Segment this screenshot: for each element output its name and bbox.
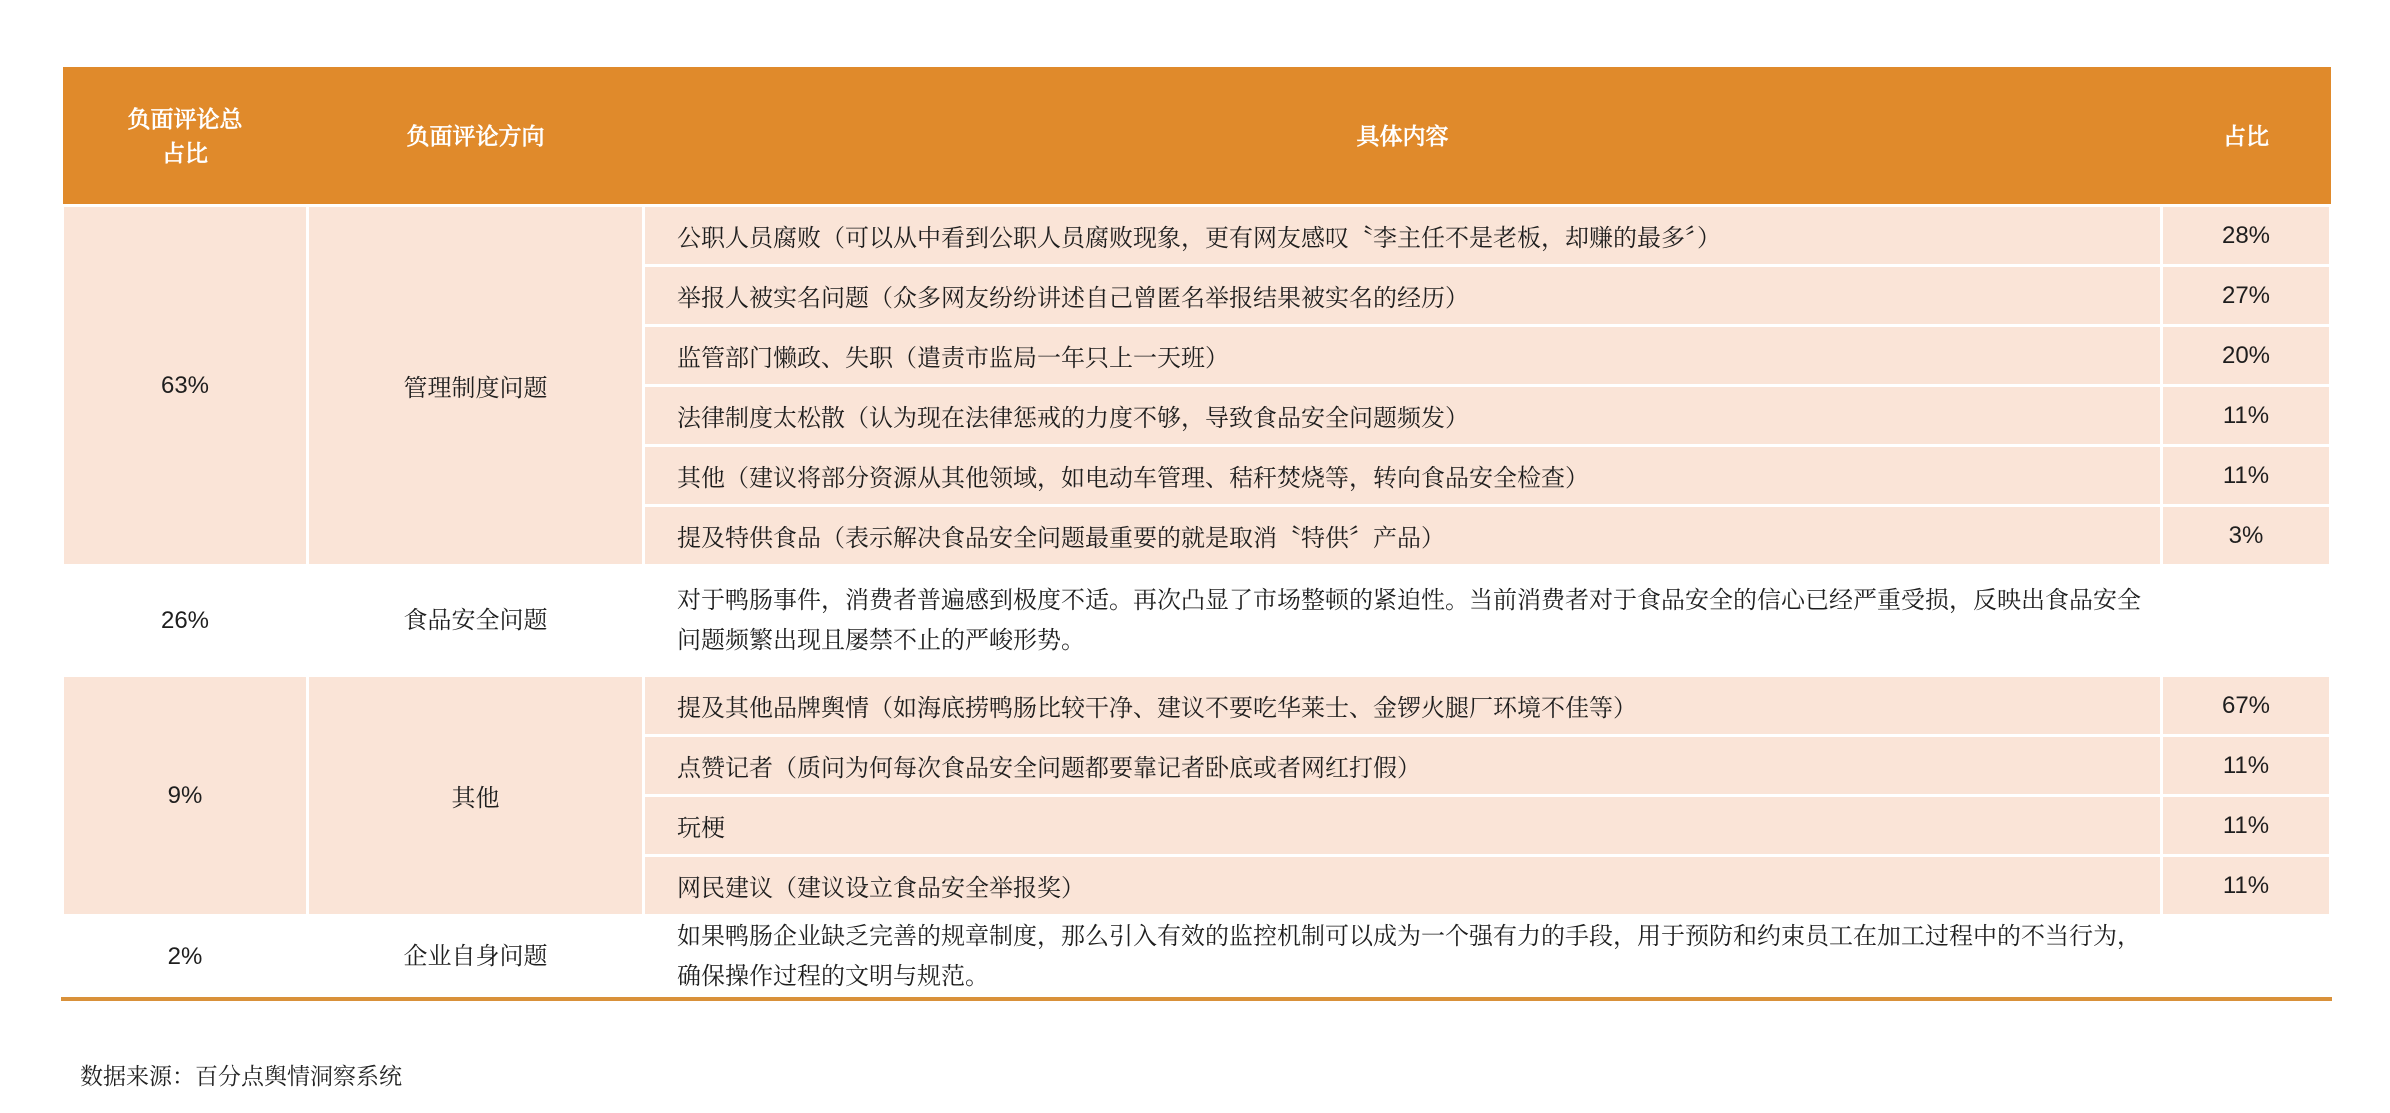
share-cell: 9%: [63, 676, 308, 916]
percent-cell: 67%: [2162, 676, 2331, 736]
direction-cell: 食品安全问题: [308, 566, 644, 676]
share-cell: 2%: [63, 916, 308, 1000]
percent-cell: [2162, 916, 2331, 1000]
percent-cell: 27%: [2162, 266, 2331, 326]
table-header: [63, 67, 2331, 206]
percent-cell: 11%: [2162, 446, 2331, 506]
header-share-line2: 占比: [162, 139, 208, 166]
percent-cell: 20%: [2162, 326, 2331, 386]
direction-cell: 企业自身问题: [308, 916, 644, 1000]
percent-cell: 11%: [2162, 856, 2331, 916]
percent-cell: 11%: [2162, 386, 2331, 446]
percent-cell: 3%: [2162, 506, 2331, 566]
header-share: [63, 67, 308, 206]
percent-cell: [2162, 566, 2331, 676]
header-direction: 负面评论方向: [308, 67, 644, 206]
content-cell: 玩梗: [644, 796, 2162, 856]
negative-comments-table: [61, 67, 2332, 1001]
data-source-note: 数据来源：百分点舆情洞察系统: [80, 1063, 402, 1089]
direction-cell: 其他: [308, 676, 644, 916]
content-cell: 网民建议（建议设立食品安全举报奖）: [644, 856, 2162, 916]
content-cell: 提及其他品牌舆情（如海底捞鸭肠比较干净、建议不要吃华莱士、金锣火腿厂环境不佳等）: [644, 676, 2162, 736]
table-body: [63, 206, 2331, 1000]
content-cell: 点赞记者（质问为何每次食品安全问题都要靠记者卧底或者网红打假）: [644, 736, 2162, 796]
table-row: [63, 676, 2331, 736]
content-cell: 法律制度太松散（认为现在法律惩戒的力度不够，导致食品安全问题频发）: [644, 386, 2162, 446]
direction-cell: 管理制度问题: [308, 206, 644, 566]
header-share-line1: 负面评论总: [127, 105, 243, 132]
share-cell: 26%: [63, 566, 308, 676]
header-content: 具体内容: [644, 67, 2162, 206]
content-cell: 提及特供食品（表示解决食品安全问题最重要的就是取消〝特供〞产品）: [644, 506, 2162, 566]
table-row: [63, 916, 2331, 1000]
percent-cell: 11%: [2162, 796, 2331, 856]
content-cell: 对于鸭肠事件，消费者普遍感到极度不适。再次凸显了市场整顿的紧迫性。当前消费者对于食品安全的信心已经严重受损，反映出食品安全问题频繁出现且屡禁不止的严峻形势。: [644, 566, 2162, 676]
percent-cell: 11%: [2162, 736, 2331, 796]
share-cell: 63%: [63, 206, 308, 566]
percent-cell: 28%: [2162, 206, 2331, 266]
header-percent: 占比: [2162, 67, 2331, 206]
content-cell: 如果鸭肠企业缺乏完善的规章制度，那么引入有效的监控机制可以成为一个强有力的手段，用于预防和约束员工在加工过程中的不当行为，确保操作过程的文明与规范。: [644, 916, 2162, 1000]
content-cell: 公职人员腐败（可以从中看到公职人员腐败现象，更有网友感叹〝李主任不是老板，却赚的最多〞）: [644, 206, 2162, 266]
content-cell: 监管部门懒政、失职（遣责市监局一年只上一天班）: [644, 326, 2162, 386]
table-row: [63, 566, 2331, 676]
table-row: [63, 206, 2331, 266]
content-cell: 举报人被实名问题（众多网友纷纷讲述自己曾匿名举报结果被实名的经历）: [644, 266, 2162, 326]
content-cell: 其他（建议将部分资源从其他领域，如电动车管理、秸秆焚烧等，转向食品安全检查）: [644, 446, 2162, 506]
